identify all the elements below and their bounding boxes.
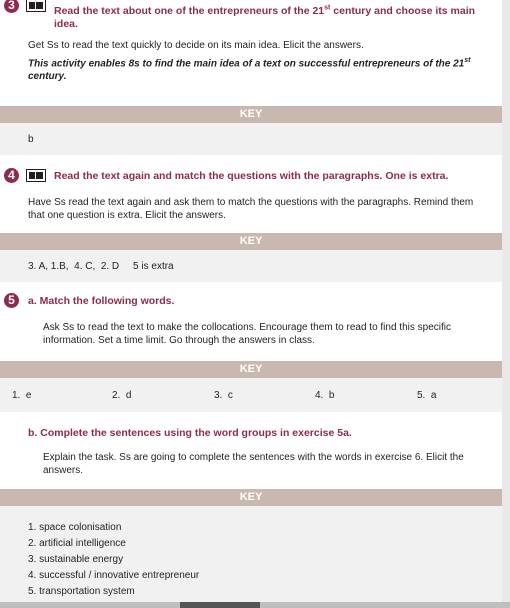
exercise-5a-key-bar: KEY <box>0 361 502 378</box>
exercise-5b-instruction: Explain the task. Ss are going to complete the sentences with the words in exercise 6. Elicit the answers. <box>43 452 464 476</box>
book-icon <box>26 0 46 12</box>
exercise-5a-answer-2: 2. d <box>112 390 132 401</box>
exercise-3-key-bar: KEY <box>0 106 502 123</box>
exercise-5b-answer-list <box>28 520 199 600</box>
list-item: 5. transportation system <box>28 586 135 597</box>
exercise-5a-instruction: Ask Ss to read the text to make the collocations. Encourage them to read to find this specific information. Set a time limit. Go through the answers in class. <box>43 322 451 346</box>
exercise-3-instruction: Get Ss to read the text quickly to decide on its main idea. Elicit the answers. <box>28 40 364 51</box>
exercise-3-heading <box>54 1 494 31</box>
list-item: 1. space colonisation <box>28 522 122 533</box>
exercise-5a-answer-5: 5. a <box>417 390 437 401</box>
exercise-5a-key-box <box>0 378 502 412</box>
exercise-5a-heading: a. Match the following words. <box>28 295 175 307</box>
exercise-4-heading: Read the text again and match the questions with the paragraphs. One is extra. <box>54 170 449 182</box>
exercise-4-instruction: Have Ss read the text again and ask them to match the questions with the paragraphs. Remind them that one question is extra. Elicit the answers. <box>28 197 474 221</box>
list-item: 2. artificial intelligence <box>28 538 126 549</box>
list-item: 3. sustainable energy <box>28 554 124 565</box>
exercise-4-number: 4 <box>4 168 19 183</box>
exercise-5a-answer-4: 4. b <box>315 390 335 401</box>
exercise-5b-key-bar: KEY <box>0 489 502 506</box>
exercise-4-answer: 3. A, 1.B, 4. C, 2. D 5 is extra <box>28 261 174 272</box>
exercise-3-key-box <box>0 123 502 155</box>
exercise-5a-answer-1: 1. e <box>12 390 32 401</box>
exercise-5b-heading: b. Complete the sentences using the word groups in exercise 5a. <box>28 427 352 439</box>
exercise-5a-answer-3: 3. c <box>214 390 233 401</box>
exercise-4-key-box <box>0 250 502 282</box>
book-icon <box>26 169 46 182</box>
exercise-3-note: This activity enables 8s to find the main idea of a text on successful entrepreneurs of the 21st century. <box>28 57 471 83</box>
exercise-3-number: 3 <box>4 0 19 13</box>
exercise-5-number: 5 <box>4 293 19 308</box>
exercise-3-heading-text: Read the text about one of the entrepreneurs of the 21st century and choose its main idea. <box>54 4 476 30</box>
exercise-3-answer: b <box>28 134 34 145</box>
list-item: 4. successful / innovative entrepreneur <box>28 570 200 581</box>
horizontal-scrollbar[interactable] <box>0 602 510 608</box>
exercise-5b-key-box <box>0 506 502 602</box>
exercise-4-key-bar: KEY <box>0 233 502 250</box>
page-edge <box>502 0 510 608</box>
